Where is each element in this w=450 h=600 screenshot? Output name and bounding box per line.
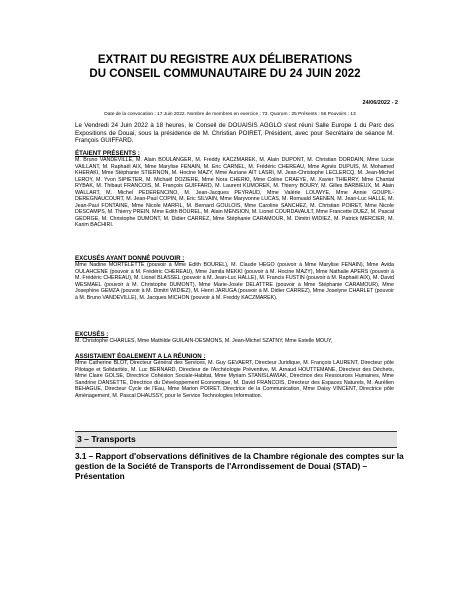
document-title-line1: EXTRAIT DU REGISTRE AUX DÉLIBERATIONS [97,54,353,66]
subsection-title: 3.1 – Rapport d'observations définitives de la Chambre régionale des comptes sur la gestion de la Société de Transports de l'Arrondissement de Douai (STAD) – Présentation [75,452,404,481]
deliberation-reference: 24/06/2022 - 2 [362,100,398,106]
assisting-heading: ASSISTAIENT ÉGALEMENT A LA RÉUNION : [75,353,206,360]
present-heading: ÉTAIENT PRÉSENTS : [75,150,140,157]
proxy-list: Mme Nadine MORTELETTE (pouvoir à Mme Edith BOUREL), M. Claude HEGO (pouvoir à Mme Marylise FENAIN), Mme Avida OULAHCENE (pouvoir à M. Frédéric CHEREAU), Mme Jamila MEKKI (pouvoir à M. Hocine MAZY), Mme Nathalie APERS (pouvoir à M. Frédéric CHEREAU), M. Lionel BLASSEL (pouvoir à M. Jean-Luc HALLE), M. Francis FUSTIN (pouvoir à M. Raphaël AIX), M. David WESMAEL (pouvoir à M. Christophe DUMONT), Mme Marie-Josée DELATTRE (pouvoir à Mme Stéphanie CARAMOUR), Mme Josephine GEMZA (pouvoir à M. Dimitri WIDIEZ), M. Henri JARUGA (pouvoir à M. Didier CARREZ), Mme Joselyne CHARLET (pouvoir à M. Bruno VANDEVILLE), M. Jacques MICHON (pouvoir à M. Freddy KACZMAREK). [75,262,394,301]
section-title: 3 – Transports [77,434,136,444]
convocation-line: Date de la convocation : 17 Juin 2022. Nombre de membres en exercice : 73. Quorum : 25 Présents : 56 Pouvoirs : 13 [104,112,356,117]
section-header-bar [75,431,397,448]
excused-heading: EXCUSÉS : [75,331,109,338]
excused-list: M. Christophe CHARLES, Mme Mathilde GUILAIN-DESMONS, M. Jean-Michel SZATNY, Mme Estelle MOUY, [75,338,333,344]
assisting-list: Mme Catherine BLOT, Directeur Général des Services, M. Guy GEVAERT, Directeur Juridique, M. François LAURENT, Directeur pôle Pilotage et Solidarités, M. Luc BERNARD, Directeur de l'Archéologie Préventive, M. Arnaud HOUTTEMANE, Directeur des Déchets, Mme Claire GOLSE, Directrice Cohésion Sociale-Habitat, Mme Myriam STANISLAWIAK, Directrice des Ressources Humaines, Mme Sandrine DANSETTE, Directrice du Développement Economique, M. David FRANCOIS, Directeur des Espaces Naturels, M. Aurélien BEHAGUE, Directeur Cycle de l'Eau, Mme Marion POIRET, Directrice de la Communication, Mme Daisy VINCENT, Directrice pôle Aménagement, M. Pascal DHAUSSY, pour le Service Technologies Information. [75,360,394,399]
proxy-heading: EXCUSÉS AYANT DONNÉ POUVOIR : [75,255,185,262]
present-list: M. Bruno VANDEVILLE, M. Alain BOULANGER, M. Freddy KACZMAREK, M. Alain DUPONT, M. Christian DORDAIN, Mme Lucie VAILLANT, M. Raphaël AIX, Mme Marylise FENAIN, M. Eric CARNEL, M. Frédéric CHEREAU, Mme Agnès DUPUIS, M. Mohamed KHERAKI, Mme Stéphanie STIERNON, M. Hocine MAZY, Mme Auriane AIT LASRI, M. Jean-Christophe LECLERCQ, M. Jean-Michel LEROY, M. Yvon SIPIETER, M. Michaël DOZIERE, Mme Nora CHERKI, Mme Coline CRAEYE, M. Xavier THIERRY, Mme Chantal RYBAK, M. Thibaut FRANCOIS, M. François GUIFFARD, M. Laurent KUMOREK, M. Thierry BOURY, M. Gilles BARBIEUX, M. Alain WALLART, M. Michel PEDERENCINO, M. Jean-Jacques PEYRAUD, Mme Valérie LOUWYE, Mme Annie GOUPIL-DEREGNAUCOURT, M. Jean-Paul COPIN, M. Eric SILVAIN, Mme Maryvonne LUCAS, M. Romuald SAENEN, M. Jean-Luc HALLE, M. Jean-Paul FONTAINE, Mme Nicole MARFIL, M. Bernard GOULOIS, Mme Caroline SANCHEZ, M. Christian POIRET, Mme Nicole DESCAMPS, M. Thierry PREIN, Mme Edith BOUREL, M. Alain MENSION, M. Lionel COURDAVAULT, Mme Francette DUEZ, M. Pascal GEORGE, M. Christophe DUMONT, M. Didier CARREZ, Mme Stéphanie CARAMOUR, M. Dimitri WIDIEZ, M. Patrick MERCIER, M. Karim BACHIRI. [75,157,394,229]
document-title-line2: DU CONSEIL COMMUNAUTAIRE DU 24 JUIN 2022 [89,68,361,80]
intro-paragraph: Le Vendredi 24 Juin 2022 à 18 heures, le Conseil de DOUAISIS AGGLO s'est réuni Salle Europe 1 du Parc des Expositions de Douai, sous la présidence de M. Christian POIRET, Président, avec pour Secrétaire de séance M. François GUIFFARD. [75,122,394,145]
